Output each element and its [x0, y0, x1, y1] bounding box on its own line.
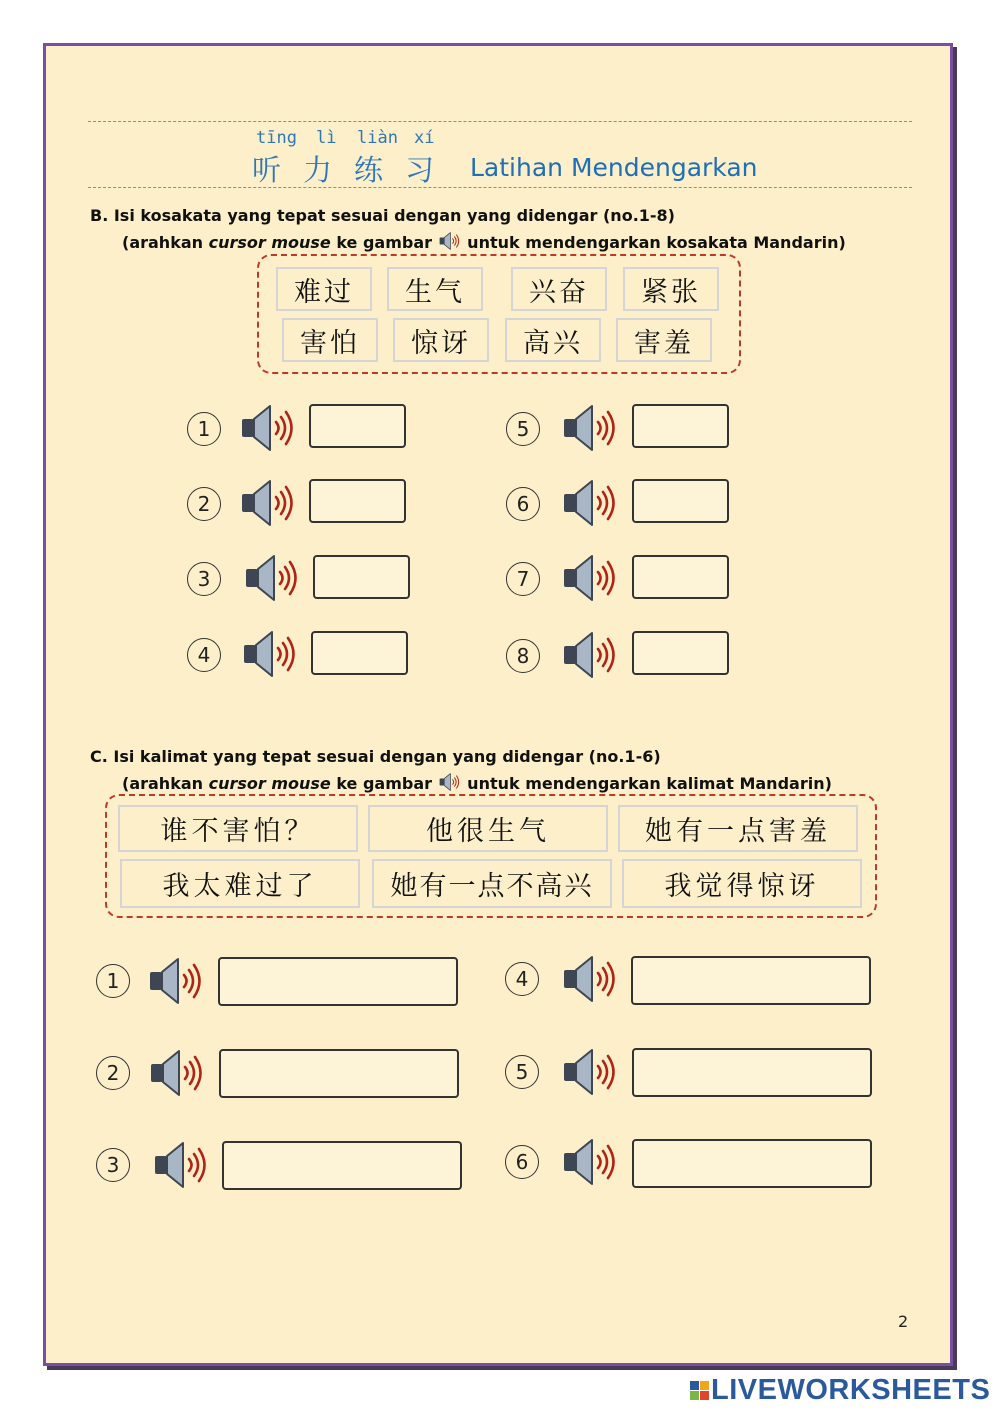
question-number: 3: [96, 1148, 130, 1182]
answer-input-b1[interactable]: [309, 404, 406, 448]
answer-input-c3[interactable]: [222, 1141, 462, 1190]
sentence-bank-item[interactable]: 我太难过了: [120, 859, 360, 908]
answer-input-c4[interactable]: [631, 956, 871, 1005]
answer-input-b4[interactable]: [311, 631, 408, 675]
sentence-bank-item[interactable]: 他很生气: [368, 805, 608, 852]
word-bank-item[interactable]: 惊讶: [393, 318, 489, 362]
speaker-icon[interactable]: [146, 955, 208, 1007]
title-hanzi-3: 练: [354, 153, 384, 187]
word-bank-item[interactable]: 生气: [387, 267, 483, 311]
answer-input-b6[interactable]: [632, 479, 729, 523]
speaker-icon: [438, 772, 462, 792]
pinyin-1: tīng: [256, 128, 297, 148]
pinyin-4: xí: [414, 128, 435, 148]
word-bank-item[interactable]: 紧张: [623, 267, 719, 311]
speaker-icon[interactable]: [560, 402, 622, 454]
sentence-bank-item[interactable]: 她有一点害羞: [618, 805, 858, 852]
title-hanzi-2: 力: [303, 153, 333, 187]
question-number: 6: [505, 1145, 539, 1179]
answer-input-c2[interactable]: [219, 1049, 459, 1098]
liveworksheets-brand[interactable]: [690, 1374, 990, 1407]
question-number: 7: [506, 562, 540, 596]
header-divider-bottom: [88, 187, 912, 188]
speaker-icon[interactable]: [560, 1136, 622, 1188]
word-bank-item[interactable]: 害羞: [616, 318, 712, 362]
question-number: 2: [187, 487, 221, 521]
question-number: 1: [187, 412, 221, 446]
question-number: 2: [96, 1056, 130, 1090]
word-bank-item[interactable]: 难过: [276, 267, 372, 311]
answer-input-c1[interactable]: [218, 957, 458, 1006]
sentence-bank-item[interactable]: 她有一点不高兴: [372, 859, 612, 908]
speaker-icon[interactable]: [240, 628, 302, 680]
liveworksheets-logo-icon: [690, 1381, 709, 1400]
question-number: 5: [505, 1055, 539, 1089]
answer-input-b8[interactable]: [632, 631, 729, 675]
section-b-instruction-hint: (arahkan cursor mouse ke gambar untuk mendengarkan kosakata Mandarin): [122, 233, 846, 252]
title-hanzi-1: 听: [252, 153, 282, 187]
section-c-instruction-hint: (arahkan cursor mouse ke gambar untuk mendengarkan kalimat Mandarin): [122, 774, 832, 793]
word-bank-item[interactable]: 害怕: [282, 318, 378, 362]
page-title: Latihan Mendengarkan: [470, 153, 758, 182]
pinyin-2: lì: [316, 128, 337, 148]
brand-name: LIVEWORKSHEETS: [711, 1374, 991, 1406]
answer-input-c6[interactable]: [632, 1139, 872, 1188]
word-bank-item[interactable]: 兴奋: [511, 267, 607, 311]
speaker-icon[interactable]: [242, 552, 304, 604]
question-number: 5: [506, 412, 540, 446]
speaker-icon[interactable]: [560, 552, 622, 604]
speaker-icon: [438, 231, 462, 251]
speaker-icon[interactable]: [151, 1139, 213, 1191]
section-c-instruction: C. Isi kalimat yang tepat sesuai dengan yang didengar (no.1-6): [90, 747, 661, 766]
question-number: 6: [506, 487, 540, 521]
pinyin-3: liàn: [357, 128, 398, 148]
speaker-icon[interactable]: [560, 953, 622, 1005]
speaker-icon[interactable]: [147, 1047, 209, 1099]
speaker-icon[interactable]: [238, 477, 300, 529]
sentence-bank-item[interactable]: 谁不害怕？: [118, 805, 358, 852]
speaker-icon[interactable]: [560, 477, 622, 529]
header-divider-top: [88, 121, 912, 122]
answer-input-b3[interactable]: [313, 555, 410, 599]
page-number: 2: [898, 1312, 909, 1331]
speaker-icon[interactable]: [560, 629, 622, 681]
question-number: 4: [187, 638, 221, 672]
section-b-instruction: B. Isi kosakata yang tepat sesuai dengan yang didengar (no.1-8): [90, 206, 675, 225]
word-bank-item[interactable]: 高兴: [505, 318, 601, 362]
answer-input-c5[interactable]: [632, 1048, 872, 1097]
speaker-icon[interactable]: [238, 402, 300, 454]
sentence-bank-item[interactable]: 我觉得惊讶: [622, 859, 862, 908]
title-hanzi-4: 习: [405, 153, 435, 187]
answer-input-b5[interactable]: [632, 404, 729, 448]
question-number: 4: [505, 962, 539, 996]
answer-input-b7[interactable]: [632, 555, 729, 599]
question-number: 1: [96, 964, 130, 998]
answer-input-b2[interactable]: [309, 479, 406, 523]
question-number: 3: [187, 562, 221, 596]
speaker-icon[interactable]: [560, 1046, 622, 1098]
question-number: 8: [506, 639, 540, 673]
